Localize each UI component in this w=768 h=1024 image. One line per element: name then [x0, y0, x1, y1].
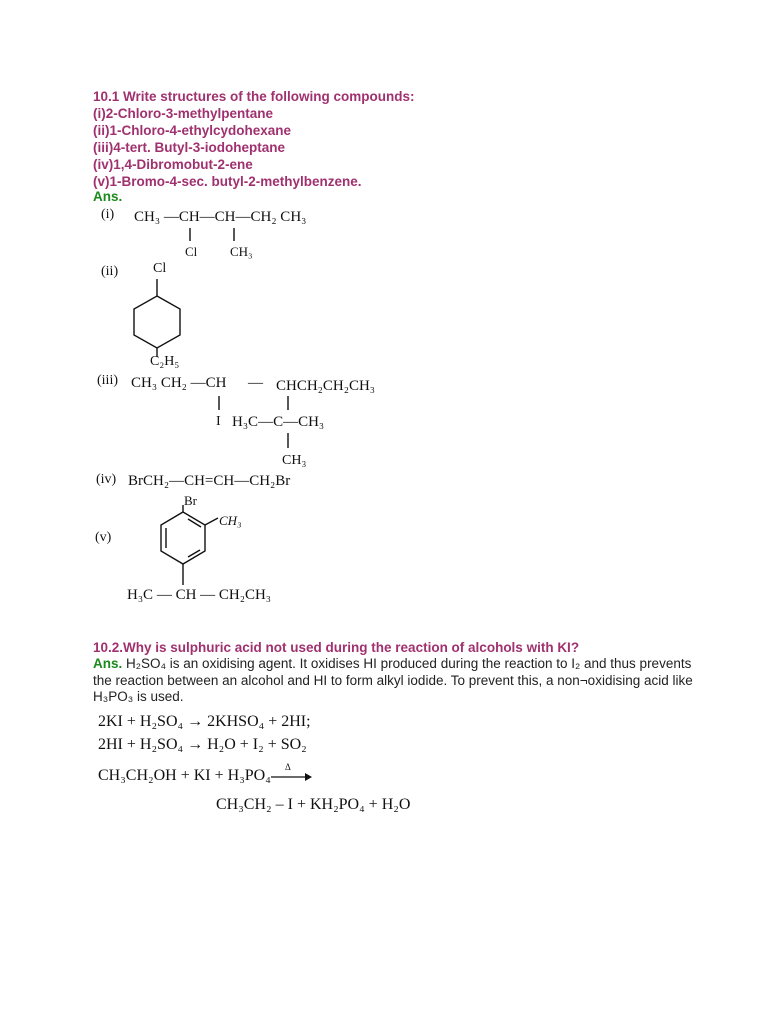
answer-label-2: Ans.: [93, 656, 123, 671]
structure-iii-iodo: I: [216, 414, 221, 429]
equation-3-heat-symbol: Δ: [285, 762, 291, 772]
structure-iii-left: CH₃ CH₂ —CH: [131, 375, 227, 391]
structure-v-sec-butyl: H₃C — CH — CH₂CH₃: [127, 587, 272, 603]
question-item-iv: (iv)1,4-Dibromobut-2-ene: [93, 157, 253, 172]
question-10-2-title: 10.2.Why is sulphuric acid not used during the reaction of alcohols with KI?: [93, 640, 580, 655]
question-10-1-title: 10.1 Write structures of the following compounds:: [93, 89, 415, 104]
answer-label-1: Ans.: [93, 189, 123, 204]
structure-iii-dash: —: [248, 375, 263, 391]
structure-ii-label: (ii): [101, 264, 119, 279]
question-item-ii: (ii)1-Chloro-4-ethylcydohexane: [93, 123, 292, 138]
structure-i-chloro: Cl: [185, 244, 198, 259]
structure-i-methyl: CH₃: [230, 244, 253, 259]
structure-i-chain: CH₃ —CH—CH—CH₂ CH₃: [134, 209, 307, 225]
structure-v-methyl: CH₃: [219, 513, 242, 528]
equation-3: CH₃CH₂OH + KI + H₃PO₄: [98, 767, 271, 784]
structure-v-bromo: Br: [184, 493, 197, 508]
equation-1: 2KI + H₂SO₄ → 2KHSO₄ + 2HI;: [98, 713, 311, 730]
structure-v-label: (v): [95, 530, 112, 545]
structure-ii-ethyl: C₂H₅: [150, 354, 180, 369]
question-item-v: (v)1-Bromo-4-sec. butyl-2-methylbenzene.: [93, 174, 362, 189]
equation-4: CH₃CH₂ – I + KH₂PO₄ + H₂O: [216, 796, 411, 813]
structure-i-label: (i): [101, 207, 115, 222]
equation-2: 2HI + H₂SO₄ → H₂O + I₂ + SO₂: [98, 736, 307, 753]
structure-iv-label: (iv): [96, 472, 117, 487]
structure-iii-label: (iii): [97, 373, 118, 388]
answer-text-2: H₂SO₄ is an oxidising agent. It oxidises HI produced during the reaction to I₂ and thus prevents the reaction between an alcohol and HI to form alkyl iodide. To prevent this, a non¬oxidising acid like H₃PO₃ is used.: [93, 656, 693, 704]
structure-iv-formula: BrCH₂—CH=CH—CH₂Br: [128, 473, 291, 489]
structure-iii-tbu-methyl: CH₃: [282, 453, 307, 468]
structure-iii-right: CHCH₂CH₂CH₃: [276, 378, 376, 394]
question-item-i: (i)2-Chloro-3-methylpentane: [93, 106, 274, 121]
structure-iii-tert-butyl: H₃C—C—CH₃: [232, 414, 325, 430]
structure-ii-chloro: Cl: [153, 261, 167, 276]
question-item-iii: (iii)4-tert. Butyl-3-iodoheptane: [93, 140, 285, 155]
